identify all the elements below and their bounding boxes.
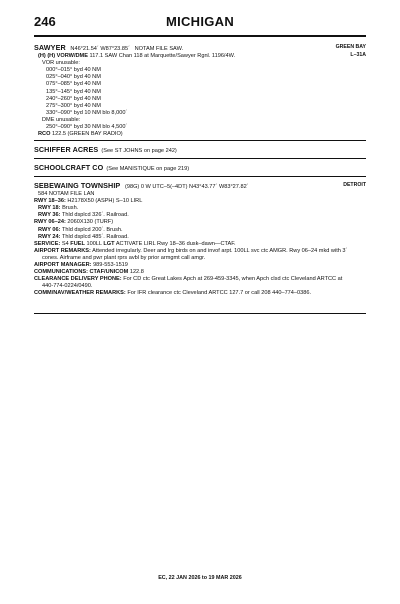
communications-text: 122.8: [129, 269, 144, 276]
airport-remarks-text: Attended irregularly. Deer and lrg birds on and invof arpt. 100LL svc ctc AMGR. Rwy 06–24 mkd with 3´: [92, 247, 348, 254]
page-header: [34, 14, 366, 34]
runway-end-text: Thld dsplcd 485´. Railroad.: [61, 233, 129, 240]
runway-end-text: Thld dsplcd 200´. Brush.: [61, 226, 123, 233]
runway-text: 2060X130 (TURF): [67, 219, 114, 226]
page-number: 246: [34, 14, 56, 29]
vor-unusable-label: VOR unusable:: [42, 60, 80, 67]
dme-line: 250°–090° byd 30 NM blo 4,500´: [46, 124, 128, 131]
clearance-delivery-label: CLEARANCE DELIVERY PHONE:: [34, 276, 122, 283]
section-divider: [34, 176, 366, 177]
clearance-delivery-continued: 440-774-0224/0490.: [42, 283, 93, 290]
identifier-info: (98G) 0 W UTC–5(–4DT) N43°43.77´ W83°27.82´: [125, 184, 249, 190]
vor-line: 240°–260° byd 40 NM: [46, 95, 101, 102]
cross-reference: (See ST JOHNS on page 242): [101, 148, 177, 154]
runway-end-text: Brush.: [62, 205, 79, 212]
facility-name: SCHOOLCRAFT CO: [34, 163, 104, 172]
entry-sawyer: [34, 44, 366, 138]
vor-line: 330°–090° byd 10 NM blo 8,000´: [46, 109, 128, 116]
entry-sebewaing-township: [34, 182, 366, 298]
runway-label: RWY 06–24:: [34, 219, 66, 226]
airport-manager-label: AIRPORT MANAGER:: [34, 262, 92, 269]
vor-text: 117.1 SAW Chan 118 at Marquette/Sawyer Rgnl. 1196/4W.: [89, 53, 236, 60]
cross-reference: (See MANISTIQUE on page 219): [106, 166, 190, 172]
notam-file: NOTAM FILE SAW.: [134, 46, 184, 52]
coordinates: N46°21.54´ W87°23.85´: [70, 46, 130, 52]
comm-nav-weather-text: For IFR clearance ctc Cleveland ARTCC 127.7 or call 208 440–774–0386.: [127, 290, 312, 297]
header-rule: [34, 35, 366, 37]
chart-label: L–31A: [350, 52, 366, 58]
vor-line: 135°–145° byd 40 NM: [46, 88, 101, 95]
fuel-label: FUEL: [70, 240, 85, 247]
airport-manager-phone: 989-553-1519: [93, 262, 128, 269]
runway-end-label: RWY 06:: [38, 226, 61, 233]
state-title: MICHIGAN: [165, 14, 235, 29]
effective-dates-footer: EC, 22 JAN 2026 to 19 MAR 2026: [158, 575, 242, 581]
rco-label: RCO: [38, 131, 51, 138]
section-divider: [34, 313, 366, 314]
facility-name: SEBEWAING TOWNSHIP: [34, 181, 121, 190]
lighting-text: ACTIVATE LIRL Rwy 18–36 dusk–dawn—CTAF.: [115, 240, 236, 247]
communications-label: COMMUNICATIONS: CTAF/UNICOM: [34, 269, 129, 276]
dme-unusable-label: DME unusable:: [42, 116, 81, 123]
region-label: GREEN BAY: [335, 44, 366, 50]
entry-schoolcraft-co: [34, 164, 366, 173]
vor-line: 275°–300° byd 40 NM: [46, 102, 101, 109]
runway-text: H2178X50 (ASPH) S–10 LIRL: [67, 198, 143, 205]
fuel-text: 100LL: [86, 240, 104, 247]
vor-line: 075°–085° byd 40 NM: [46, 81, 101, 88]
runway-end-text: Thld dsplcd 326´. Railroad.: [61, 212, 129, 219]
entry-schiffer-acres: [34, 146, 366, 155]
runway-end-label: RWY 18:: [38, 205, 61, 212]
facility-name: SCHIFFER ACRES: [34, 145, 99, 154]
vor-line: 025°–040° byd 40 NM: [46, 74, 101, 81]
runway-label: RWY 18–36:: [34, 198, 66, 205]
runway-end-label: RWY 24:: [38, 233, 61, 240]
section-divider: [34, 140, 366, 141]
service-label: SERVICE:: [34, 240, 61, 247]
runway-end-label: RWY 36:: [38, 212, 61, 219]
airport-remarks-label: AIRPORT REMARKS:: [34, 247, 91, 254]
vor-label: (H) (H) VORW/DME: [38, 53, 88, 60]
region-label: DETROIT: [343, 182, 366, 188]
clearance-delivery-text: For CD ctc Great Lakes Apch at 269-459-3345, when Apch clsd ctc Cleveland ARTCC at: [123, 276, 343, 283]
comm-nav-weather-label: COMM/NAV/WEATHER REMARKS:: [34, 290, 126, 297]
airport-remarks-continued: cones. Airframe and pwr plant rprs avbl by prior armgmt call amgr.: [42, 254, 206, 261]
section-divider: [34, 158, 366, 159]
vor-line: 000°–015° byd 40 NM: [46, 67, 101, 74]
lighting-label: LGT: [103, 240, 115, 247]
elevation-notam: 584 NOTAM FILE LAN: [38, 191, 95, 198]
service-text: S4: [61, 240, 71, 247]
facility-name: SAWYER: [34, 43, 66, 52]
rco-text: 122.5 (GREEN BAY RADIO): [52, 131, 123, 138]
